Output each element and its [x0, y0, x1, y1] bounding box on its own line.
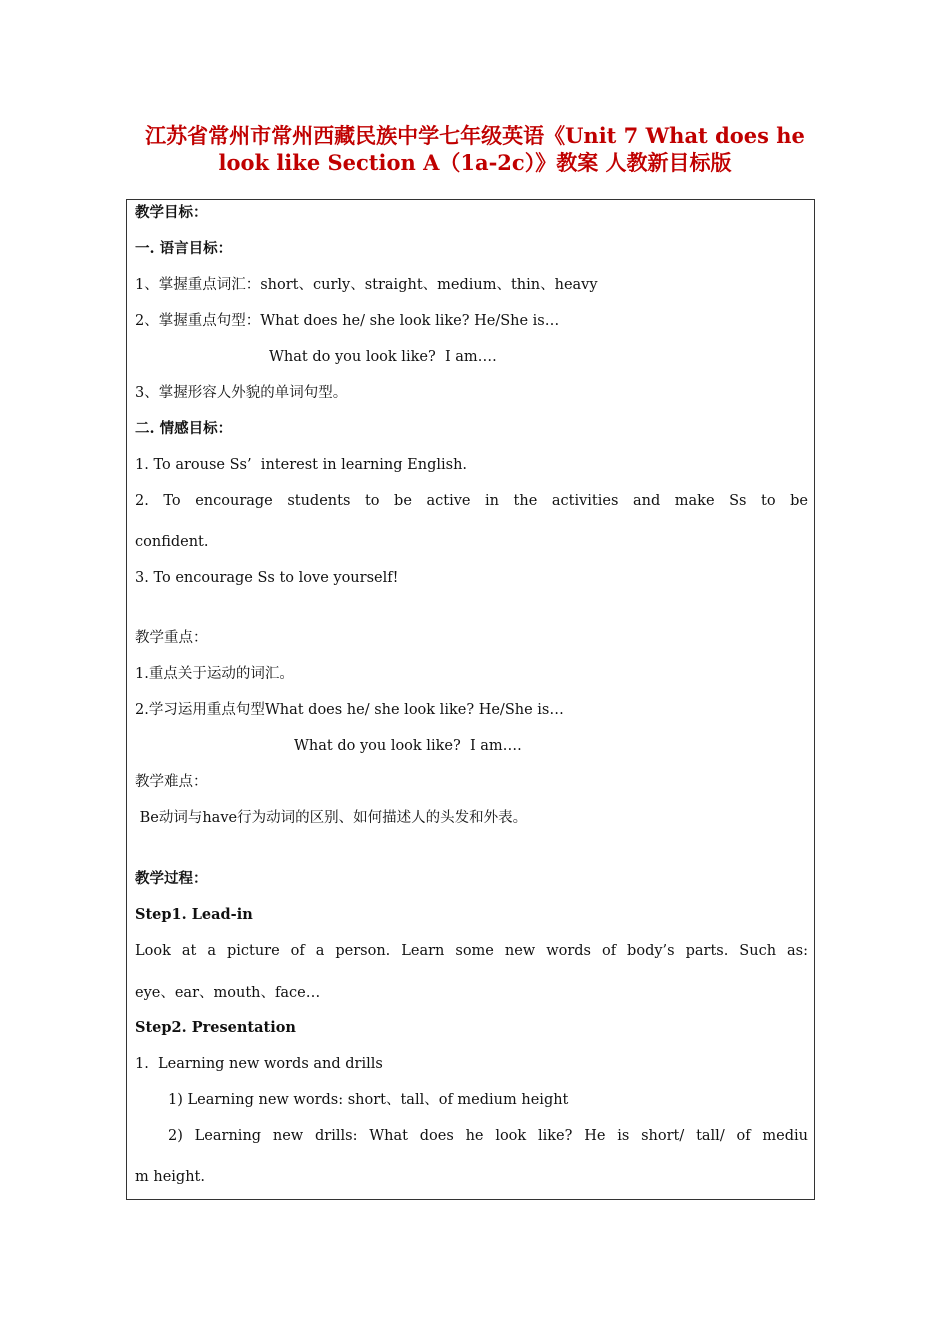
language-goals-heading: 一. 语言目标： [135, 240, 233, 257]
title-line-2: look like Section A（1a-2c）》教案 人教新目标版 [218, 150, 732, 175]
language-goal-2: 2、掌握重点句型：What does he/ she look like? He/She is… [135, 313, 560, 329]
step2-item-1: 1. Learning new words and drills [135, 1056, 383, 1072]
difficult-points-heading: 教学难点： [135, 774, 208, 790]
step1-text-continued: eye、ear、mouth、face… [135, 985, 321, 1001]
process-heading: 教学过程： [135, 870, 208, 887]
step2-heading: Step2. Presentation [135, 1019, 296, 1036]
emotion-goal-3: 3. To encourage Ss to love yourself! [135, 570, 399, 586]
emotion-goal-1: 1. To arouse Ss’ interest in learning English. [135, 457, 468, 473]
document-title [60, 122, 890, 176]
step1-text: Look at a picture of a person. Learn some new words of body’s parts. Such as: [135, 943, 808, 959]
step1-heading: Step1. Lead-in [135, 906, 253, 923]
key-point-2: 2.学习运用重点句型What does he/ she look like? He/She is… [135, 702, 564, 718]
key-point-1: 1.重点关于运动的词汇。 [135, 666, 294, 682]
key-points-heading: 教学重点： [135, 630, 208, 646]
step2-item-1b: 2) Learning new drills: What does he look like? He is short/ tall/ of mediu [168, 1128, 808, 1144]
emotion-goal-2-continued: confident. [135, 534, 209, 550]
title-line-1: 江苏省常州市常州西藏民族中学七年级英语《Unit 7 What does he [145, 123, 805, 148]
key-point-2-continued: What do you look like? I am…. [294, 738, 522, 754]
language-goal-3: 3、掌握形容人外貌的单词句型。 [135, 385, 348, 401]
step2-item-1b-continued: m height. [135, 1169, 205, 1185]
step2-item-1a: 1) Learning new words: short、tall、of medium height [168, 1092, 569, 1108]
objectives-heading: 教学目标： [135, 204, 208, 221]
difficult-point-1: Be动词与have行为动词的区别、如何描述人的头发和外表。 [135, 810, 528, 826]
emotion-goal-2: 2. To encourage students to be active in the activities and make Ss to be [135, 493, 808, 509]
emotion-goals-heading: 二. 情感目标： [135, 420, 233, 437]
language-goal-2-continued: What do you look like? I am…. [269, 349, 497, 365]
language-goal-1: 1、掌握重点词汇：short、curly、straight、medium、thin、heavy [135, 277, 598, 293]
